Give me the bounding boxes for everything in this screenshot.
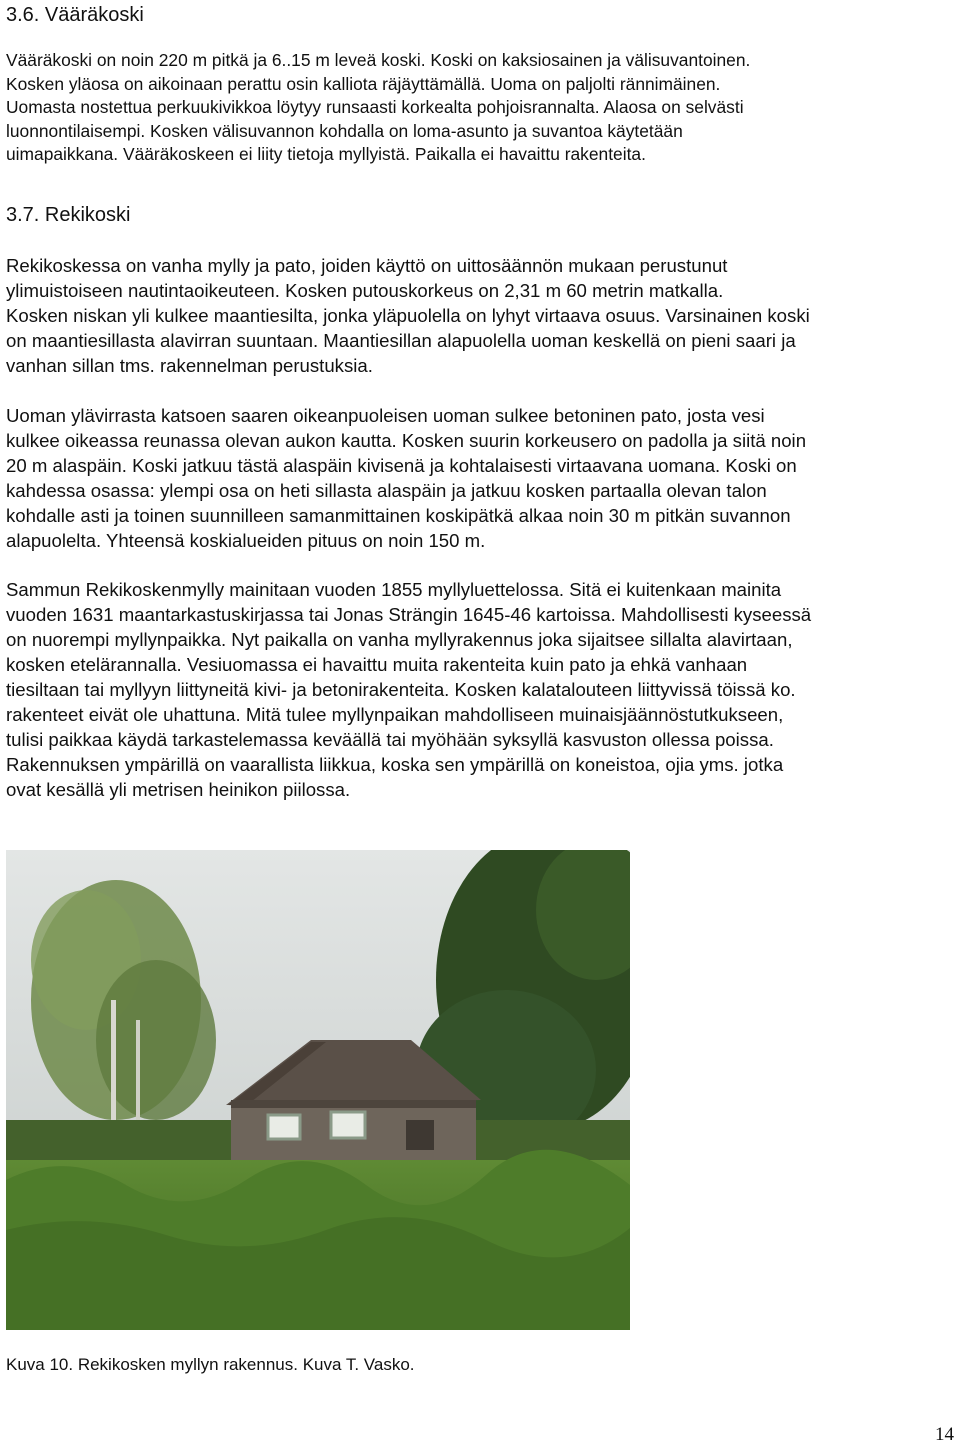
text-line: Rekikoskessa on vanha mylly ja pato, joiden käyttö on uittosäännön mukaan perustunut [6, 255, 728, 276]
text-line: kulkee oikeassa reunassa olevan aukon kautta. Kosken suurin korkeusero on padolla ja siitä noin [6, 430, 807, 451]
text-line: Kosken yläosa on aikoinaan perattu osin kalliota räjäyttämällä. Uoma on paljolti rännimäinen. [6, 73, 721, 94]
section-heading-rekikoski: 3.7. Rekikoski [6, 204, 131, 226]
text-line: on maantiesillasta alavirran suuntaan. Maantiesillan alapuolella uoman keskellä on pieni saari ja [6, 330, 796, 351]
text-line: kosken etelärannalla. Vesiuomassa ei havaittu muita rakenteita kuin pato ja ehkä vanhaan [6, 654, 748, 675]
paragraph-vaarakoski [6, 49, 954, 167]
text-line: luonnontilaisempi. Kosken välisuvannon kohdalla on loma-asunto ja suvantoa käytetään [6, 120, 683, 141]
figure-caption: Kuva 10. Rekikosken myllyn rakennus. Kuva T. Vasko. [6, 1355, 415, 1374]
text-line: ylimuistoiseen nautintaoikeuteen. Kosken putouskorkeus on 2,31 m 60 metrin matkalla. [6, 280, 724, 301]
text-line: kahdessa osassa: ylempi osa on heti sillasta alaspäin ja jatkuu kosken partaalla olevan talon [6, 480, 767, 501]
paragraph-rekikoski-2 [6, 403, 954, 553]
page-number: 14 [935, 1424, 954, 1445]
text-line: uimapaikkana. Vääräkoskeen ei liity tietoja myllyistä. Paikalla ei havaittu rakenteita. [6, 144, 646, 164]
text-line: tulisi paikkaa käydä tarkastelemassa keväällä tai myöhään syksyllä kasvuston ollessa poissa. [6, 729, 774, 750]
text-line: vuoden 1631 maantarkastuskirjassa tai Jonas Strängin 1645-46 kartoissa. Mahdollisesti kyseessä [6, 604, 812, 625]
text-line: vanhan sillan tms. rakennelman perustuksia. [6, 355, 373, 376]
text-line: Uoman ylävirrasta katsoen saaren oikeanpuoleisen uoman sulkee betoninen pato, josta vesi [6, 405, 765, 426]
text-line: Sammun Rekikoskenmylly mainitaan vuoden 1855 myllyluettelossa. Sitä ei kuitenkaan mainita [6, 579, 782, 600]
section-heading-vaarakoski: 3.6. Vääräkoski [6, 4, 144, 26]
text-line: alapuolelta. Yhteensä koskialueiden pituus on noin 150 m. [6, 530, 486, 551]
paragraph-rekikoski-1 [6, 253, 954, 378]
text-line: Kosken niskan yli kulkee maantiesilta, jonka yläpuolella on lyhyt virtaava osuus. Varsinainen koski [6, 305, 810, 326]
text-line: Uomasta nostettua perkuukivikkoa löytyy runsaasti korkealta pohjoisrannalta. Alaosa on selvästi [6, 97, 744, 117]
text-line: ovat kesällä yli metrisen heinikon piilossa. [6, 779, 351, 800]
text-line: Vääräkoski on noin 220 m pitkä ja 6..15 m leveä koski. Koski on kaksiosainen ja välisuvantoinen. [6, 50, 751, 70]
text-line: kohdalle asti ja toinen suunnilleen samanmittainen koskipätkä alkaa noin 30 m pitkän suvannon [6, 505, 791, 526]
text-line: tiesiltaan tai myllyyn liittyneitä kivi- ja betonirakenteita. Kosken kalatalouteen liittyvissä töissä ko. [6, 679, 796, 700]
text-line: on nuorempi myllynpaikka. Nyt paikalla on vanha myllyrakennus joka sijaitsee sillalta alavirtaan, [6, 629, 793, 650]
text-line: Rakennuksen ympärillä on vaarallista liikkua, koska sen ympärillä on koneistoa, ojia yms. jotka [6, 754, 784, 775]
paragraph-rekikoski-3 [6, 577, 954, 802]
mill-photo-illustration [6, 850, 630, 1330]
mill-building-photo [6, 850, 630, 1330]
text-line: rakenteet eivät ole uhattuna. Mitä tulee myllynpaikan mahdolliseen muinaisjäännöstutkukseen, [6, 704, 784, 725]
text-line: 20 m alaspäin. Koski jatkuu tästä alaspäin kivisenä ja kohtalaisesti virtaavana uomana. Koski on [6, 455, 797, 476]
